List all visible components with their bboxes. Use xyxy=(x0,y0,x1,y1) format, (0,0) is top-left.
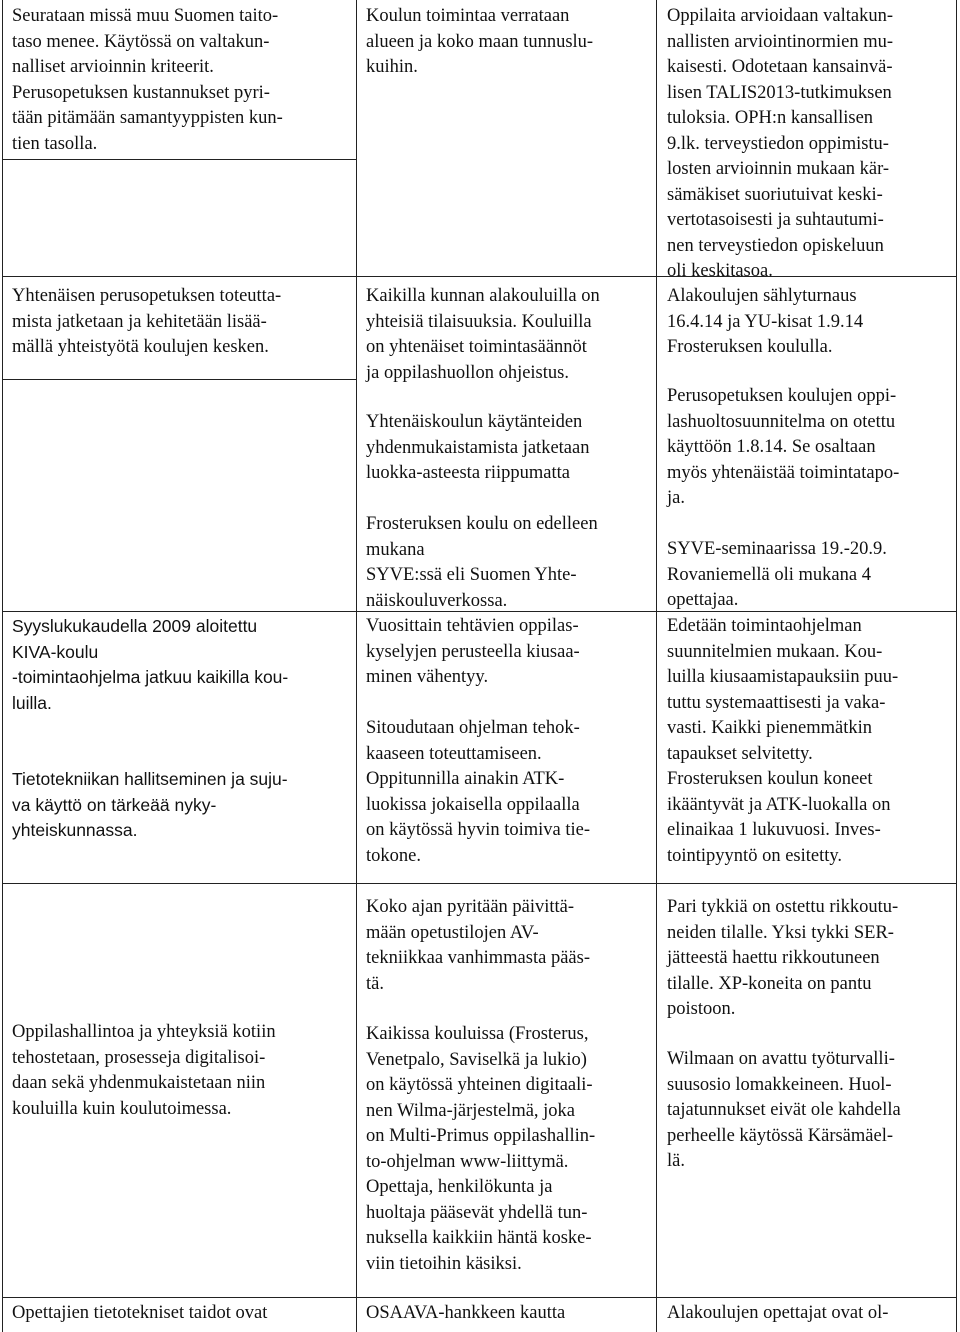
text-line: Koko ajan pyritään päivittä- xyxy=(366,897,575,917)
text-line: yhteiskunnassa. xyxy=(12,820,138,840)
col2-text-block xyxy=(366,767,590,869)
text-line: ja oppilashuollon ohjeistus. xyxy=(366,362,569,383)
text-line: tajatunnukset eivät ole kahdella xyxy=(667,1100,901,1120)
text-line: tuttu systemaattisesti ja vaka- xyxy=(667,692,886,713)
text-line: on Multi-Primus oppilashallin- xyxy=(366,1126,596,1146)
text-line: suusosio lomakkeineen. Huol- xyxy=(667,1074,892,1095)
text-line: vasti. Kaikki pienemmätkin xyxy=(667,718,872,738)
text-line: minen vähentyy. xyxy=(366,667,489,687)
text-line: tehostetaan, prosesseja digitalisoi- xyxy=(12,1047,266,1068)
text-line: neiden tilalle. Yksi tykki SER- xyxy=(667,922,894,943)
col3-text-block xyxy=(667,384,899,512)
text-line: lisen TALIS2013-tutkimuksen xyxy=(667,82,892,103)
text-line: Oppitunnilla ainakin ATK- xyxy=(366,769,565,789)
text-line: opettajaa. xyxy=(667,590,739,610)
text-line: Perusopetuksen koulujen oppi- xyxy=(667,386,897,406)
text-line: lashuoltosuunnitelma on otettu xyxy=(667,411,896,432)
text-line: Perusopetuksen kustannukset pyri- xyxy=(12,82,270,103)
text-line: Alakoulujen sählyturnaus xyxy=(667,286,857,306)
text-line: Edetään toimintaohjelman xyxy=(667,616,862,636)
text-line: daan sekä yhdenmukaistetaan niin xyxy=(12,1073,266,1093)
text-line: Oppilashallintoa ja yhteyksiä kotiin xyxy=(12,1022,276,1042)
text-line: ja. xyxy=(667,488,685,508)
col2-text-block xyxy=(366,1301,565,1327)
col2-text-block xyxy=(366,512,598,614)
text-line: oli keskitasoa. xyxy=(667,261,773,281)
text-line: tapaukset selvitetty. xyxy=(667,743,813,764)
text-line: yhteisiä tilaisuuksia. Kouluilla xyxy=(366,311,592,332)
col3-text-block xyxy=(667,537,887,614)
text-line: -toimintaohjelma jatkuu kaikilla kou- xyxy=(12,667,289,687)
text-line: tokone. xyxy=(366,845,421,866)
text-line: losten arvioinnin mukaan kär- xyxy=(667,159,890,179)
col2-text-block xyxy=(366,410,589,487)
text-line: tekniikkaa vanhimmasta pääs- xyxy=(366,948,590,968)
text-line: tien tasolla. xyxy=(12,133,98,154)
text-line: Frosteruksen koululla. xyxy=(667,337,833,357)
text-line: Opettaja, henkilökunta ja xyxy=(366,1177,553,1197)
col1-text-block xyxy=(12,1020,276,1122)
text-line: myös yhtenäistää toimintatapo- xyxy=(667,462,900,483)
text-line: nalliset arvioinnin kriteerit. xyxy=(12,57,214,77)
text-line: Rovaniemellä oli mukana 4 xyxy=(667,564,871,585)
col3-text-block xyxy=(667,767,890,869)
col2-text-block xyxy=(366,284,600,386)
text-line: Pari tykkiä on ostettu rikkoutu- xyxy=(667,897,899,917)
text-line: näiskouluverkossa. xyxy=(366,590,508,611)
text-line: tä. xyxy=(366,973,384,994)
col1-text-block xyxy=(12,614,288,716)
text-line: Vuosittain tehtävien oppilas- xyxy=(366,616,579,636)
text-line: kaaseen toteuttamiseen. xyxy=(366,743,542,764)
text-line: Yhtenäisen perusopetuksen toteutta- xyxy=(12,286,282,306)
col2-text-block xyxy=(366,1022,595,1277)
text-line: mista jatketaan ja kehitetään lisää- xyxy=(12,311,267,332)
text-line: KIVA-koulu xyxy=(12,641,99,662)
text-line: nuksella kaikkiin häntä koske- xyxy=(366,1228,592,1248)
text-line: Yhtenäiskoulun käytänteiden xyxy=(366,412,583,432)
text-line: yhdenmukaistamista jatketaan xyxy=(366,437,590,458)
text-line: lä. xyxy=(667,1151,685,1171)
row-divider-col1-a xyxy=(2,159,356,160)
table-border-left xyxy=(2,0,3,1332)
text-line: Tietotekniikan hallitseminen ja suju- xyxy=(12,769,288,789)
text-line: Seurataan missä muu Suomen taito- xyxy=(12,6,279,26)
text-line: nen Wilma-järjestelmä, joka xyxy=(366,1100,576,1121)
col1-text-block xyxy=(12,284,281,361)
text-line: tilalle. XP-koneita on pantu xyxy=(667,973,872,994)
text-line: 16.4.14 ja YU-kisat 1.9.14 xyxy=(667,311,864,332)
text-line: mukana xyxy=(366,539,425,560)
col2-text-block xyxy=(366,614,580,691)
text-line: Kaikissa kouluissa (Frosterus, xyxy=(366,1024,589,1044)
text-line: 9.lk. terveystiedon oppimistu- xyxy=(667,133,889,154)
col2-text-block xyxy=(366,716,580,767)
text-line: Syyslukukaudella 2009 aloitettu xyxy=(12,616,258,636)
text-line: OSAAVA-hankkeen kautta xyxy=(366,1303,566,1323)
text-line: Oppilaita arvioidaan valtakun- xyxy=(667,6,894,26)
text-line: käyttöön 1.8.14. Se osaltaan xyxy=(667,437,876,457)
text-line: Frosteruksen koulun koneet xyxy=(667,769,873,789)
col3-text-block xyxy=(667,895,898,1023)
text-line: huoltaja pääsevät yhdellä tun- xyxy=(366,1202,588,1223)
col3-text-block xyxy=(667,614,898,767)
text-line: tuloksia. OPH:n kansallisen xyxy=(667,108,874,128)
column-divider-1 xyxy=(356,0,357,1332)
text-line: luokissa jokaisella oppilaalla xyxy=(366,794,580,815)
text-line: taso menee. Käytössä on valtakun- xyxy=(12,31,270,52)
text-line: luilla kiusaamistapauksiin puu- xyxy=(667,667,899,687)
text-line: on käytössä yhteinen digitaali- xyxy=(366,1075,593,1095)
text-line: mään opetustilojen AV- xyxy=(366,922,539,943)
text-line: Venetpalo, Saviselkä ja lukio) xyxy=(366,1049,587,1070)
text-line: perheelle käytössä Kärsämäel- xyxy=(667,1125,894,1146)
col3-text-block xyxy=(667,1047,901,1175)
text-line: on yhtenäiset toimintasäännöt xyxy=(366,337,587,357)
row-divider-c xyxy=(2,883,956,884)
text-line: SYVE:ssä eli Suomen Yhte- xyxy=(366,565,577,585)
col1-text-block xyxy=(12,1301,267,1327)
text-line: mällä yhteistyötä koulujen kesken. xyxy=(12,337,269,357)
text-line: jätteestä haettu rikkoutuneen xyxy=(667,948,880,968)
text-line: kaisesti. Odotetaan kansainvä- xyxy=(667,57,893,77)
col3-text-block xyxy=(667,4,893,285)
text-line: SYVE-seminaarissa 19.-20.9. xyxy=(667,539,887,559)
text-line: tointipyyntö on esitetty. xyxy=(667,845,843,866)
column-divider-2 xyxy=(656,0,657,1332)
col3-text-block xyxy=(667,284,863,361)
col1-text-block xyxy=(12,767,288,844)
row-divider-d xyxy=(2,1297,956,1298)
text-line: kouluilla kuin koulutoimessa. xyxy=(12,1098,232,1119)
text-line: nallisten arviointinormien mu- xyxy=(667,31,894,52)
text-line: alueen ja koko maan tunnuslu- xyxy=(366,31,594,52)
text-line: viin tietoihin käsiksi. xyxy=(366,1253,522,1274)
row-divider-col1-b xyxy=(2,379,356,380)
text-line: suunnitelmien mukaan. Kou- xyxy=(667,641,883,662)
text-line: kuihin. xyxy=(366,57,418,77)
text-line: Wilmaan on avattu työturvalli- xyxy=(667,1049,895,1069)
text-line: vertotasoisesti ja suhtautumi- xyxy=(667,210,884,230)
text-line: Kaikilla kunnan alakouluilla on xyxy=(366,286,600,306)
text-line: nen terveystiedon opiskeluun xyxy=(667,235,884,256)
text-line: va käyttö on tärkeää nyky- xyxy=(12,794,217,815)
text-line: elinaikaa 1 lukuvuosi. Inves- xyxy=(667,820,881,840)
text-line: luilla. xyxy=(12,692,52,713)
text-line: Koulun toimintaa verrataan xyxy=(366,6,570,26)
text-line: kyselyjen perusteella kiusaa- xyxy=(366,641,580,662)
text-line: to-ohjelman www-liittymä. xyxy=(366,1151,569,1172)
text-line: sämäkiset suoriutuivat keski- xyxy=(667,184,883,205)
text-line: poistoon. xyxy=(667,999,736,1019)
text-line: Opettajien tietotekniset taidot ovat xyxy=(12,1303,268,1323)
text-line: on käytössä hyvin toimiva tie- xyxy=(366,820,591,840)
col3-text-block xyxy=(667,1301,888,1327)
text-line: tään pitämään samantyyppisten kun- xyxy=(12,108,283,128)
text-line: luokka-asteesta riippumatta xyxy=(366,463,570,483)
text-line: Sitoudutaan ohjelman tehok- xyxy=(366,718,580,738)
col2-text-block xyxy=(366,4,593,81)
col1-text-block xyxy=(12,4,283,157)
col2-text-block xyxy=(366,895,590,997)
text-line: Alakoulujen opettajat ovat ol- xyxy=(667,1303,889,1323)
text-line: ikääntyvät ja ATK-luokalla on xyxy=(667,794,891,815)
table-border-right xyxy=(956,0,957,1332)
text-line: Frosteruksen koulu on edelleen xyxy=(366,514,598,534)
